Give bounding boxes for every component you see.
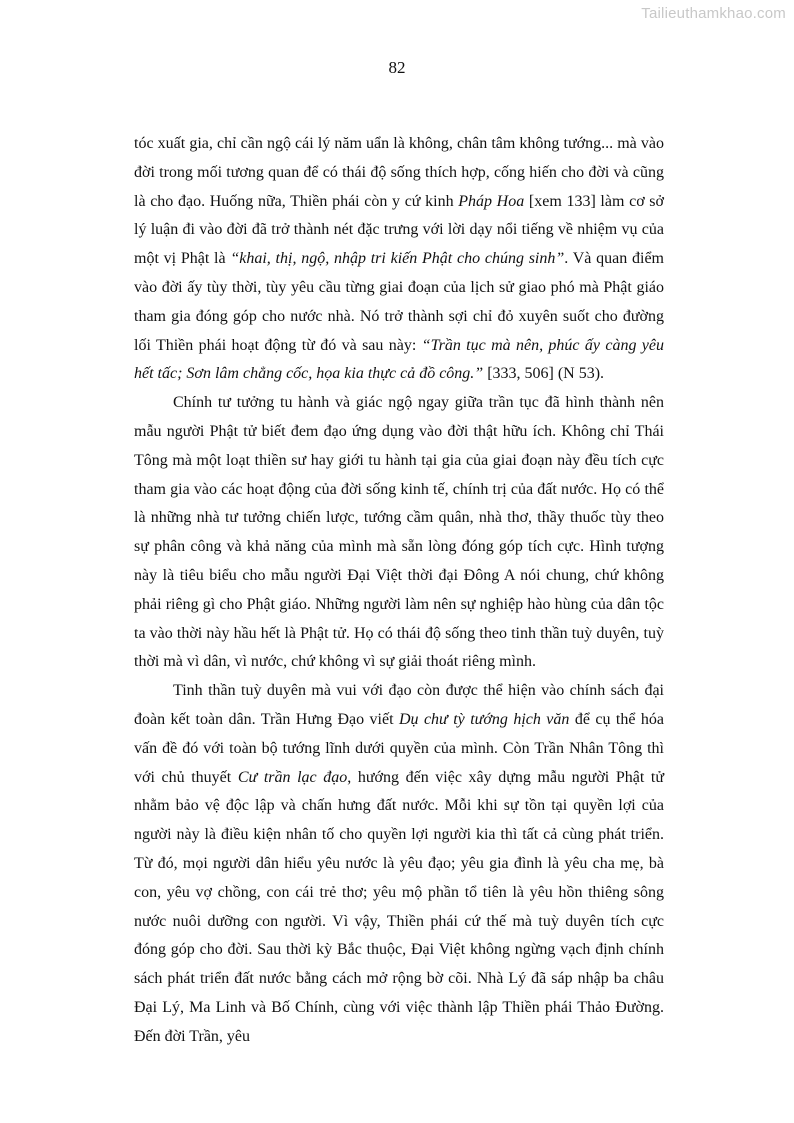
- watermark-text: Tailieuthamkhao.com: [641, 5, 786, 22]
- paragraph-3: [134, 677, 664, 1051]
- paragraph-3-text: Tinh thần tuỳ duyên mà vui với đạo còn được thể hiện vào chính sách đại đoàn kết toàn dân. Trần Hưng Đạo viết: [134, 682, 664, 728]
- quote-tran-tuc: “Trần tục mà nên, phúc ấy càng yêu hết tấc; Sơn lâm chẳng cốc, họa kia thực cả đồ công.”: [134, 336, 665, 383]
- page-number: 82: [388, 58, 406, 77]
- book-title-phap-hoa: Pháp Hoa: [458, 192, 525, 210]
- work-title-du-chu-ty: Dụ chư tỳ tướng hịch văn: [398, 710, 570, 728]
- paragraph-3-text: , hướng đến việc xây dựng mẫu người Phật tử nhằm bảo vệ độc lập và chấn hưng đất nước. Mỗi khi sự tồn tại quyền lợi của người này là điều kiện nhân tố cho quyền lợi người kia thì tất cả cùng phát triển. Từ đó, mọi người dân hiểu yêu nước là yêu đạo; yêu gia đình là yêu cha mẹ, bà con, yêu vợ chồng, con cái trẻ thơ; yêu mộ phần tổ tiên là yêu hồn thiêng sông nước nuôi dưỡng con người. Vì vậy, Thiền phái cứ thế mà tuỳ duyên tích cực đóng góp cho đời. Sau thời kỳ Bắc thuộc, Đại Việt không ngừng vạch định chính sách phát triển đất nước bằng cách mở rộng bờ cõi. Nhà Lý đã sáp nhập ba châu Đại Lý, Ma Linh và Bố Chính, cùng với việc thành lập Thiền phái Thảo Đường. Đến đời Trần, yêu: [134, 768, 665, 1045]
- paragraph-3-text: để cụ thể hóa vấn đề đó với toàn bộ tướng lĩnh dưới quyền của mình. Còn Trần Nhân Tông thì với chủ thuyết: [134, 710, 664, 786]
- document-body: [134, 130, 664, 1052]
- quote-khai-thi-ngo: “khai, thị, ngộ, nhập tri kiến Phật cho chúng sinh”: [230, 250, 565, 268]
- paragraph-1: [134, 130, 664, 389]
- paragraph-2: [134, 389, 664, 677]
- paragraph-1-text: tóc xuất gia, chỉ cần ngộ cái lý năm uẩn là không, chân tâm không tướng... mà vào đời trong mối tương quan để có thái độ sống thích hợp, cống hiến cho đời và cũng là cho đạo. Huống nữa, Thiền phái còn y cứ kinh: [134, 135, 664, 210]
- paragraph-1-text: [xem 133] làm cơ sở lý luận đi vào đời đã trở thành nét đặc trưng với lời dạy nổi tiếng về nhiệm vụ của một vị Phật là: [134, 192, 664, 268]
- citation: [333, 506] (N 53).: [483, 365, 605, 383]
- paragraph-2-text: Chính tư tưởng tu hành và giác ngộ ngay giữa trần tục đã hình thành nên mẫu người Phật tử biết đem đạo ứng dụng vào đời thật hữu ích. Không chỉ Thái Tông mà một loạt thiền sư hay giới tu hành tại gia của giai đoạn này đều tích cực tham gia vào các hoạt động của đời sống kinh tế, chính trị của đất nước. Họ có thể là những nhà tư tưởng chiến lược, tướng cầm quân, nhà thơ, thầy thuốc tùy theo sự phân công và khả năng của mình mà sẵn lòng đóng góp tích cực. Hình tượng này là tiêu biểu cho mẫu người Đại Việt thời đại Đông A nói chung, chứ không phải riêng gì cho Phật giáo. Những người làm nên sự nghiệp hào hùng của dân tộc ta vào thời này hầu hết là Phật tử. Họ có thái độ sống theo tinh thần tuỳ duyên, tuỳ thời mà vì dân, vì nước, chứ không vì sự giải thoát riêng mình.: [134, 394, 664, 671]
- paragraph-1-text: . Và quan điểm vào đời ấy tùy thời, tùy yêu cầu từng giai đoạn của lịch sử giao phó mà Phật giáo tham gia đóng góp cho nước nhà. Nó trở thành sợi chỉ đỏ xuyên suốt cho đường lối Thiền phái hoạt động từ đó và sau này:: [134, 250, 664, 354]
- work-title-cu-tran-lac-dao: Cư trần lạc đạo: [237, 768, 348, 786]
